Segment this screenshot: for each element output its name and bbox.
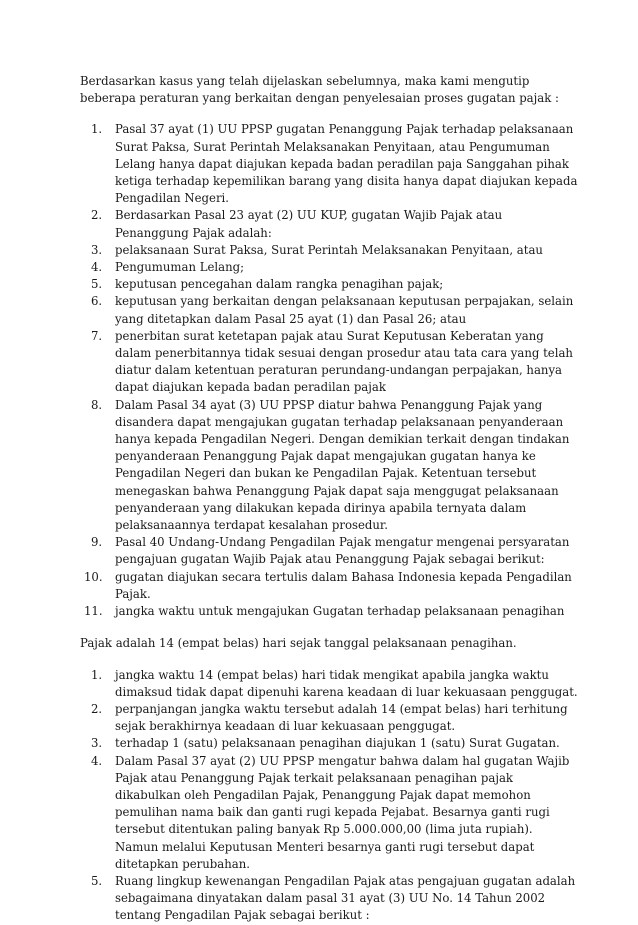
list-item: 1. Pasal 37 ayat (1) UU PPSP gugatan Penanggung Pajak terhadap pelaksanaan Surat Paksa, Surat Perintah Melaksanakan Penyitaan, atau Pengumuman Lelang hanya dapat diajukan kepada badan peradilan paja Sanggahan pihak ketiga terhadap kepemilikan barang yang disita hanya dapat diajukan kepada Pengadilan Negeri.: [91, 122, 578, 206]
list-item: 2. perpanjangan jangka waktu tersebut adalah 14 (empat belas) hari terhitung sejak berakhirnya keadaan di luar kekuasaan penggugat.: [91, 701, 568, 734]
list-item: 9. Pasal 40 Undang-Undang Pengadilan Pajak mengatur mengenai persyaratan pengajuan gugatan Wajib Pajak atau Penanggung Pajak sebagai berikut:: [91, 535, 570, 567]
regulation-list: [80, 121, 578, 620]
list-item: 2. Berdasarkan Pasal 23 ayat (2) UU KUP, gugatan Wajib Pajak atau Penanggung Pajak adalah:: [91, 208, 503, 240]
list-item: 7. penerbitan surat ketetapan pajak atau Surat Keputusan Keberatan yang dalam penerbitannya tidak sesuai dengan prosedur atau tata cara yang telah diatur dalam ketentuan peraturan perundang-undangan perpajakan, hanya dapat diajukan kepada badan peradilan pajak: [91, 328, 573, 395]
list-item: 4. Dalam Pasal 37 ayat (2) UU PPSP mengatur bahwa dalam hal gugatan Wajib Pajak atau Penanggung Pajak terkait pelaksanaan penagihan pajak dikabulkan oleh Pengadilan Pajak, Penanggung Pajak dapat memohon pemulihan nama baik dan ganti rugi kepada Pejabat. Besarnya ganti rugi tersebut ditentukan paling banyak Rp 5.000.000,00 (lima juta rupiah). Namun melalui Keputusan Menteri besarnya ganti rugi tersebut dapat ditetapkan perubahan.: [91, 753, 570, 871]
list-item: 1. jangka waktu 14 (empat belas) hari tidak mengikat apabila jangka waktu dimaksud tidak dapat dipenuhi karena keadaan di luar kekuasaan penggugat.: [91, 667, 578, 699]
list-item: 4. Pengumuman Lelang;: [91, 260, 245, 275]
middle-paragraph: Pajak adalah 14 (empat belas) hari sejak tanggal pelaksanaan penagihan.: [80, 636, 517, 651]
list-item: 8. Dalam Pasal 34 ayat (3) UU PPSP diatur bahwa Penanggung Pajak yang disandera dapat mengajukan gugatan terhadap pelaksanaan penyanderaan hanya kepada Pengadilan Negeri. Dengan demikian terkait dengan tindakan penyanderaan Penanggung Pajak dapat mengajukan gugatan hanya ke Pengadilan Negeri dan bukan ke Pengadilan Pajak. Ketentuan tersebut menegaskan bahwa Penanggung Pajak dapat saja menggugat pelaksanaan penyanderaan yang dilakukan kepada dirinya apabila ternyata dalam pelaksanaannya terdapat kesalahan prosedur.: [91, 397, 570, 533]
list-item: 3. terhadap 1 (satu) pelaksanaan penagihan diajukan 1 (satu) Surat Gugatan.: [91, 736, 560, 751]
list-item: 3. pelaksanaan Surat Paksa, Surat Perintah Melaksanakan Penyitaan, atau: [91, 242, 543, 257]
list-item: 11. jangka waktu untuk mengajukan Gugatan terhadap pelaksanaan penagihan: [84, 604, 565, 619]
list-item: 5. keputusan pencegahan dalam rangka penagihan pajak;: [91, 277, 444, 292]
intro-paragraph: Berdasarkan kasus yang telah dijelaskan sebelumnya, maka kami mengutip beberapa peraturan yang berkaitan dengan penyelesaian proses gugatan pajak :: [80, 74, 559, 106]
list-item: 5. Ruang lingkup kewenangan Pengadilan Pajak atas pengajuan gugatan adalah sebagaimana dinyatakan dalam pasal 31 ayat (3) UU No. 14 Tahun 2002 tentang Pengadilan Pajak sebagai berikut :: [91, 873, 576, 923]
list-item: 6. keputusan yang berkaitan dengan pelaksanaan keputusan perpajakan, selain yang ditetapkan dalam Pasal 25 ayat (1) dan Pasal 26; atau: [91, 294, 574, 326]
lawsuit-provisions-list: [80, 667, 578, 925]
list-item: 10. gugatan diajukan secara tertulis dalam Bahasa Indonesia kepada Pengadilan Pajak.: [84, 569, 572, 601]
